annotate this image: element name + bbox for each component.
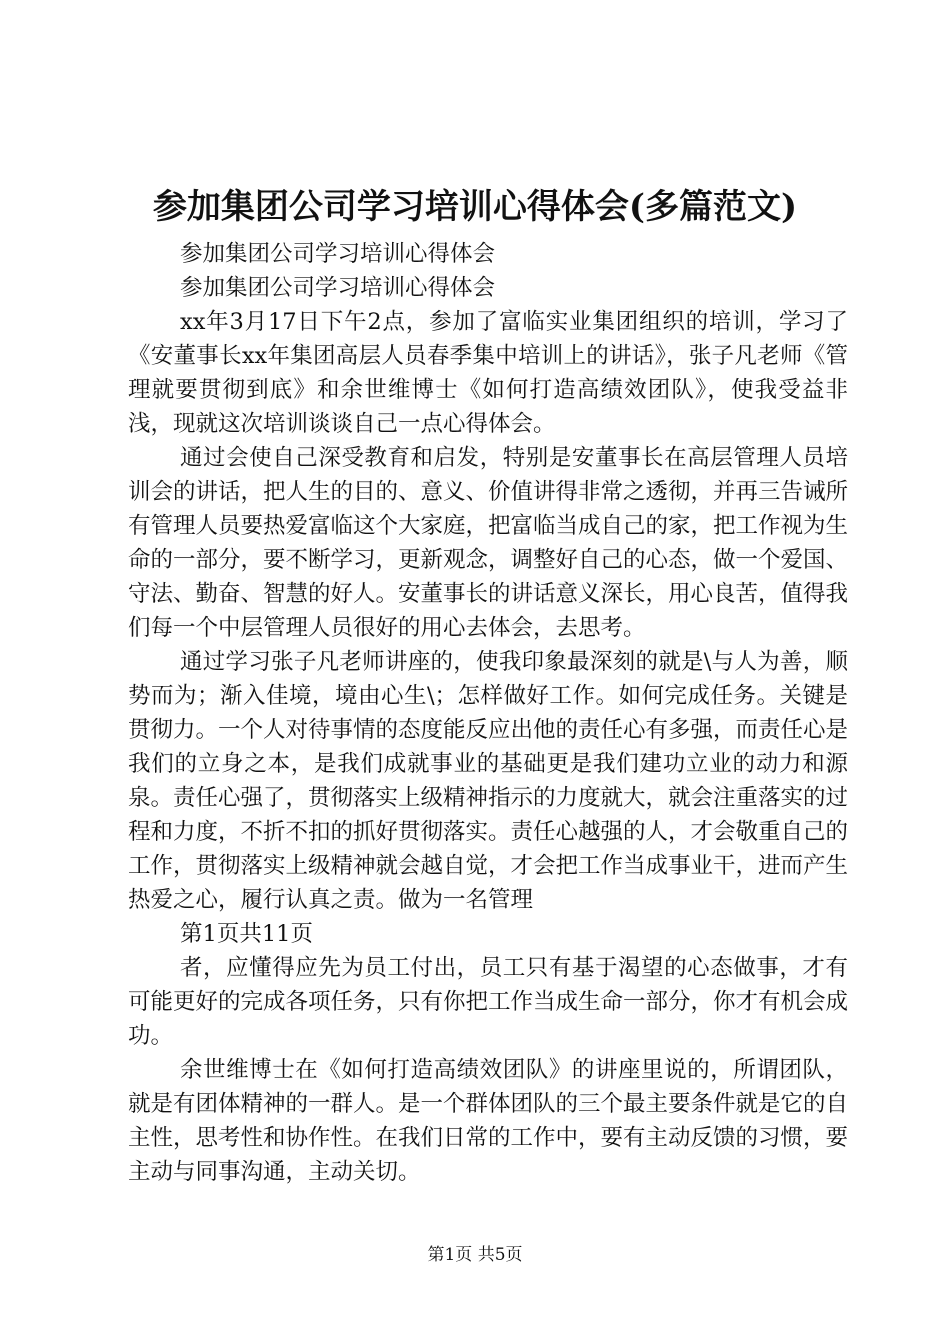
document-body — [128, 237, 848, 1189]
paragraph: 通过会使自己深受教育和启发，特别是安董事长在高层管理人员培训会的讲话，把人生的目的、意义、价值讲得非常之透彻，并再三告诫所有管理人员要热爱富临这个大家庭，把富临当成自己的家，把工作视为生命的一部分，要不断学习，更新观念，调整好自己的心态，做一个爱国、守法、勤奋、智慧的好人。安董事长的讲话意义深长，用心良苦，值得我们每一个中层管理人员很好的用心去体会，去思考。 — [128, 445, 849, 641]
paragraph: 者，应懂得应先为员工付出，员工只有基于渴望的心态做事，才有可能更好的完成各项任务，只有你把工作当成生命一部分，你才有机会成功。 — [128, 955, 849, 1049]
subtitle-line: 参加集团公司学习培训心得体会 — [180, 241, 496, 267]
paragraph: 余世维博士在《如何打造高绩效团队》的讲座里说的，所谓团队，就是有团体精神的一群人。是一个群体团队的三个最主要条件就是它的自主性，思考性和协作性。在我们日常的工作中，要有主动反馈的习惯，要主动与同事沟通，主动关切。 — [128, 1057, 849, 1185]
document-title: 参加集团公司学习培训心得体会(多篇范文) — [152, 187, 798, 227]
paragraph: 通过学习张子凡老师讲座的，使我印象最深刻的就是\与人为善，顺势而为；渐入佳境，境由心生\；怎样做好工作。如何完成任务。关键是贯彻力。一个人对待事情的态度能反应出他的责任心有多强，而责任心是我们的立身之本，是我们成就事业的基础更是我们建功立业的动力和源泉。责任心强了，贯彻落实上级精神指示的力度就大，就会注重落实的过程和力度，不折不扣的抓好贯彻落实。责任心越强的人，才会敬重自己的工作，贯彻落实上级精神就会越自觉，才会把工作当成事业干，进而产生热爱之心，履行认真之责。做为一名管理 — [128, 649, 849, 913]
paragraph: xx年3月17日下午2点，参加了富临实业集团组织的培训，学习了《安董事长xx年集团高层人员春季集中培训上的讲话》，张子凡老师《管理就要贯彻到底》和余世维博士《如何打造高绩效团队》，使我受益非浅，现就这次培训谈谈自己一点心得体会。 — [128, 309, 848, 437]
inner-page-marker: 第1页共11页 — [180, 921, 313, 947]
subtitle-line: 参加集团公司学习培训心得体会 — [180, 275, 496, 301]
page-footer: 第1页 共5页 — [427, 1245, 523, 1265]
